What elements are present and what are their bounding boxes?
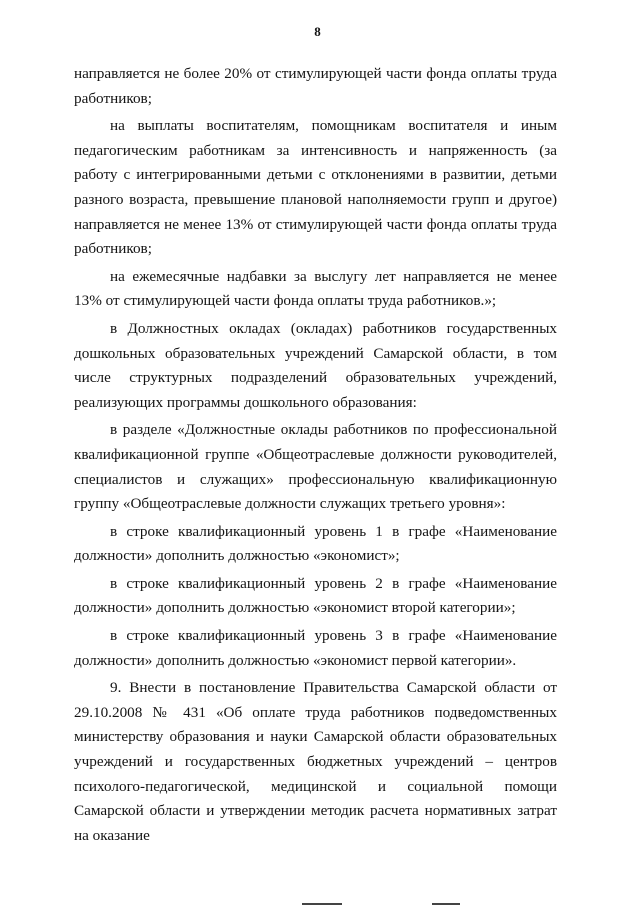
paragraph-5: в разделе «Должностные оклады работников по профессиональной квалификационной группе «Общеотраслевые должности руководителей, специалистов и служащих» профессиональную квалификационную группу «Общеотраслевые должности служащих третьего уровня»: bbox=[74, 421, 557, 513]
paragraph-9: 9. Внести в постановление Правительства Самарской области от 29.10.2008 № 431 «Об оплате труда работников подведомственных министерству образования и науки Самарской области образовательных учреждений и государственных бюджетных учреждений – центров психолого-педагогической, медицинской и социальной помощи Самарской области и утверждении методик расчета нормативных затрат на оказание bbox=[74, 679, 557, 844]
paragraph-6: в строке квалификационный уровень 1 в графе «Наименование должности» дополнить должностью «экономист»; bbox=[74, 522, 557, 565]
paragraph-4: в Должностных окладах (окладах) работников государственных дошкольных образовательных учреждений Самарской области, в том числе структурных подразделений образовательных учреждений, реализующих программы дошкольного образования: bbox=[74, 319, 557, 411]
paragraph-1: направляется не более 20% от стимулирующей части фонда оплаты труда работников; bbox=[74, 65, 557, 107]
page-number: 8 bbox=[314, 24, 321, 39]
document-body bbox=[74, 62, 557, 848]
paragraph-8: в строке квалификационный уровень 3 в графе «Наименование должности» дополнить должностью «экономист первой категории». bbox=[74, 627, 557, 669]
paragraph-7: в строке квалификационный уровень 2 в графе «Наименование должности» дополнить должностью «экономист второй категории»; bbox=[74, 574, 557, 617]
paragraph-3: на ежемесячные надбавки за выслугу лет направляется не менее 13% от стимулирующей части фонда оплаты труда работников.»; bbox=[74, 267, 557, 310]
paragraph-2: на выплаты воспитателям, помощникам воспитателя и иным педагогическим работникам за интенсивность и напряженность (за работу с интегрированными детьми с отклонениями в развитии, детьми разного возраста, превышение плановой наполняемости групп и другое) направляется не менее 13% от стимулирующей части фонда оплаты труда работников; bbox=[74, 117, 557, 258]
